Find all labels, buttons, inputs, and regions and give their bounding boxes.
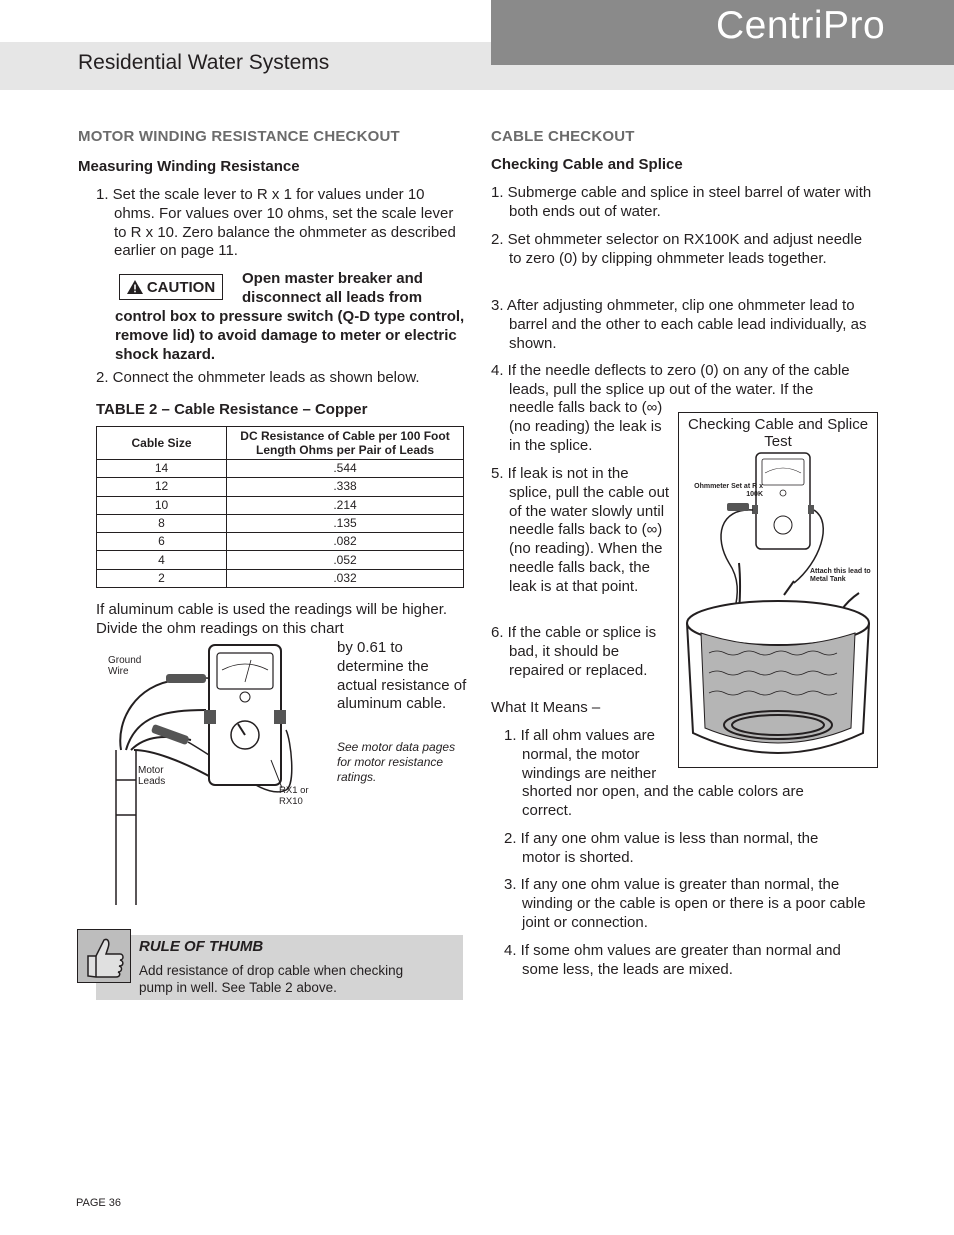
cable-step-1: 1. Submerge cable and splice in steel barrel of water with both ends out of water.: [491, 184, 872, 220]
cable-step-3: 3. After adjusting ohmmeter, clip one ohmmeter lead to barrel and the other to each cable lead individually, as shown.: [491, 297, 867, 352]
table-title: TABLE 2 – Cable Resistance – Copper: [96, 401, 368, 418]
cable-step-4-b: needle falls back to (∞) (no reading) the leak is in the splice.: [509, 399, 663, 454]
ohmmeter-motor-leads-figure: [96, 640, 336, 910]
cell-size: 14: [97, 460, 227, 478]
cell-size: 8: [97, 514, 227, 532]
cable-checkout-heading: CABLE CHECKOUT: [491, 128, 635, 145]
table-row: [97, 460, 464, 478]
ground-wire-label: Ground Wire: [108, 655, 142, 677]
cell-ohms: .052: [227, 551, 464, 569]
table-row: [97, 569, 464, 587]
ohmmeter-label: Ohmmeter Set at R x 100K: [694, 483, 763, 498]
motor-winding-heading: MOTOR WINDING RESISTANCE CHECKOUT: [78, 128, 400, 145]
cell-ohms: .338: [227, 478, 464, 496]
caution-label: CAUTION: [146, 278, 216, 296]
aluminum-note-a: If aluminum cable is used the readings will be higher. Divide the ohm readings on this chart: [96, 601, 448, 637]
warning-icon: [127, 280, 143, 294]
means-2: 2. If any one ohm value is less than normal, the motor is shorted.: [504, 830, 819, 866]
attach-lead-label: Attach this lead to Metal Tank: [810, 568, 871, 583]
table-row: [97, 496, 464, 514]
motor-data-note: See motor data pages for motor resistance ratings.: [337, 740, 456, 784]
step-2: 2. Connect the ohmmeter leads as shown below.: [96, 369, 420, 386]
cell-size: 4: [97, 551, 227, 569]
cell-ohms: .544: [227, 460, 464, 478]
means-4: 4. If some ohm values are greater than normal and some less, the leads are mixed.: [504, 942, 841, 978]
cable-barrel-illustration: [679, 413, 877, 767]
checking-cable-subheading: Checking Cable and Splice: [491, 156, 683, 173]
cell-ohms: .032: [227, 569, 464, 587]
cell-ohms: .135: [227, 514, 464, 532]
caution-text-a: Open master breaker and disconnect all leads from: [242, 270, 423, 306]
thumbs-up-graphic: [78, 930, 130, 982]
page-number: PAGE 36: [76, 1197, 122, 1209]
col-cable-size: Cable Size: [97, 427, 227, 460]
range-label: RX1 or RX10: [279, 785, 309, 807]
step-1: 1. Set the scale lever to R x 1 for values under 10 ohms. For values over 10 ohms, set the scale lever to R x 10. Zero balance the ohmmeter as described earlier on page 11.: [96, 186, 456, 260]
measuring-subheading: Measuring Winding Resistance: [78, 158, 300, 175]
caution-badge: [119, 274, 223, 300]
means-1-b: shorted nor open, and the cable colors are correct.: [522, 783, 804, 819]
aluminum-note-b: by 0.61 to determine the actual resistance of aluminum cable.: [337, 639, 467, 713]
cell-size: 10: [97, 496, 227, 514]
table-row: [97, 514, 464, 532]
cell-ohms: .214: [227, 496, 464, 514]
rule-of-thumb-text: Add resistance of drop cable when checking pump in well. See Table 2 above.: [139, 963, 404, 995]
cable-step-5: 5. If leak is not in the splice, pull the cable out of the water slowly until needle falls back to (∞) (no reading). When the needle falls back, the leak is at that point.: [491, 465, 670, 595]
cell-size: 2: [97, 569, 227, 587]
cell-size: 6: [97, 533, 227, 551]
col-dc-resistance: DC Resistance of Cable per 100 Foot Length Ohms per Pair of Leads: [227, 427, 464, 460]
cell-size: 12: [97, 478, 227, 496]
cable-step-4-a: 4. If the needle deflects to zero (0) on any of the cable leads, pull the splice up out of the water. If the: [491, 362, 850, 398]
table-row: [97, 551, 464, 569]
thumbs-up-icon: [77, 929, 131, 983]
means-1-a: 1. If all ohm values are normal, the motor windings are neither: [504, 727, 657, 782]
cable-step-2: 2. Set ohmmeter selector on RX100K and adjust needle to zero (0) by clipping ohmmeter leads together.: [491, 231, 863, 267]
cable-splice-figure: [678, 412, 878, 768]
motor-leads-label: Motor Leads: [138, 765, 166, 787]
table-row: [97, 533, 464, 551]
means-3: 3. If any one ohm value is greater than normal, the winding or the cable is open or there is a poor cable joint or connection.: [504, 876, 866, 931]
cable-resistance-table: [96, 426, 464, 588]
figure-title: Checking Cable and Splice Test: [687, 416, 869, 450]
brand-logo: CentriPro: [716, 4, 886, 47]
page-title: Residential Water Systems: [78, 51, 330, 74]
table-row: [97, 478, 464, 496]
cell-ohms: .082: [227, 533, 464, 551]
caution-text-b: control box to pressure switch (Q-D type control, remove lid) to avoid damage to meter or electric shock hazard.: [115, 308, 465, 363]
table-header-row: [97, 427, 464, 460]
rule-of-thumb-title: RULE OF THUMB: [139, 938, 264, 955]
cable-step-6: 6. If the cable or splice is bad, it should be repaired or replaced.: [491, 624, 657, 679]
what-it-means-heading: What It Means –: [491, 699, 601, 716]
